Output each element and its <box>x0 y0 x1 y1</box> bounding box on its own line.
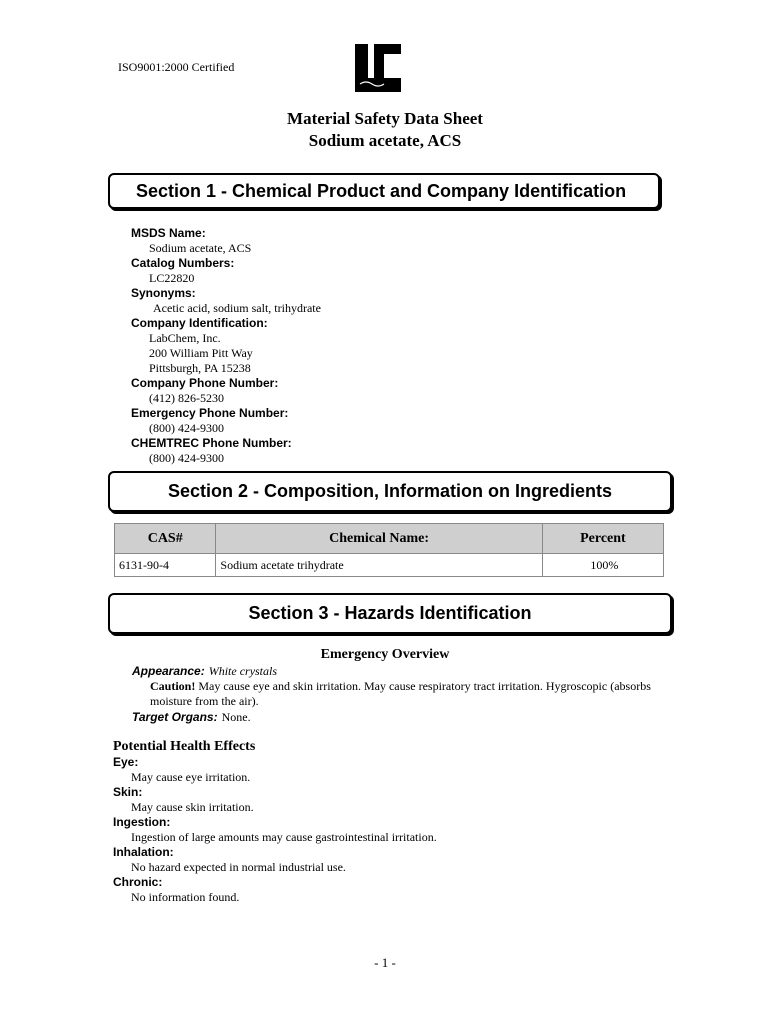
section-1-heading: Section 1 - Chemical Product and Company Identification <box>108 173 660 209</box>
chronic-text: No information found. <box>131 890 240 904</box>
company-label: Company Identification: <box>131 316 268 330</box>
chemical-name-cell: Sodium acetate trihydrate <box>216 554 542 577</box>
table-header-percent: Percent <box>542 524 663 554</box>
ingestion-label: Ingestion: <box>113 815 171 829</box>
section-3-heading: Section 3 - Hazards Identification <box>108 593 672 634</box>
eye-label: Eye: <box>113 755 139 769</box>
inhalation-label: Inhalation: <box>113 845 174 859</box>
target-organs-value: None. <box>221 710 251 724</box>
page-number: - 1 - <box>374 955 396 970</box>
synonyms-label: Synonyms: <box>131 286 196 300</box>
caution-text: May cause eye and skin irritation. May cause respiratory tract irritation. Hygroscopic (absorbs moisture from the air). <box>150 679 651 708</box>
labchem-logo-icon <box>352 44 404 92</box>
percent-cell: 100% <box>542 554 663 577</box>
potential-health-effects-title: Potential Health Effects <box>113 739 256 754</box>
skin-text: May cause skin irritation. <box>131 800 254 814</box>
chemtrec-value: (800) 424-9300 <box>149 451 224 465</box>
emergency-overview-title: Emergency Overview <box>320 647 450 662</box>
catalog-label: Catalog Numbers: <box>131 256 235 270</box>
chemtrec-label: CHEMTREC Phone Number: <box>131 436 292 450</box>
synonyms-value: Acetic acid, sodium salt, trihydrate <box>153 301 321 315</box>
emergency-phone-value: (800) 424-9300 <box>149 421 224 435</box>
msds-name-label: MSDS Name: <box>131 226 206 240</box>
company-line: 200 William Pitt Way <box>149 346 253 360</box>
composition-table <box>114 523 664 577</box>
msds-name-value: Sodium acetate, ACS <box>149 241 252 255</box>
document-title <box>0 108 770 152</box>
emergency-overview <box>132 663 652 725</box>
inhalation-text: No hazard expected in normal industrial use. <box>131 860 346 874</box>
chronic-label: Chronic: <box>113 875 163 889</box>
ingestion-text: Ingestion of large amounts may cause gastrointestinal irritation. <box>131 830 437 844</box>
title-line-2: Sodium acetate, ACS <box>308 131 462 150</box>
company-phone-value: (412) 826-5230 <box>149 391 224 405</box>
cas-cell: 6131-90-4 <box>115 554 216 577</box>
title-line-1: Material Safety Data Sheet <box>287 109 483 128</box>
appearance-label: Appearance: <box>132 664 205 678</box>
skin-label: Skin: <box>113 785 143 799</box>
potential-health-effects <box>113 755 437 905</box>
emergency-phone-label: Emergency Phone Number: <box>131 406 289 420</box>
appearance-value: White crystals <box>208 664 278 678</box>
catalog-value: LC22820 <box>149 271 195 285</box>
company-line: LabChem, Inc. <box>149 331 221 345</box>
table-row <box>115 554 664 577</box>
target-organs-label: Target Organs: <box>132 710 218 724</box>
company-line: Pittsburgh, PA 15238 <box>149 361 251 375</box>
table-header-cas: CAS# <box>115 524 216 554</box>
section-1-content <box>131 226 321 466</box>
section-2-heading: Section 2 - Composition, Information on Ingredients <box>108 471 672 512</box>
caution-label: Caution! <box>150 679 196 693</box>
company-phone-label: Company Phone Number: <box>131 376 279 390</box>
certification-text: ISO9001:2000 Certified <box>118 60 235 74</box>
eye-text: May cause eye irritation. <box>131 770 251 784</box>
table-header-chemical-name: Chemical Name: <box>216 524 542 554</box>
